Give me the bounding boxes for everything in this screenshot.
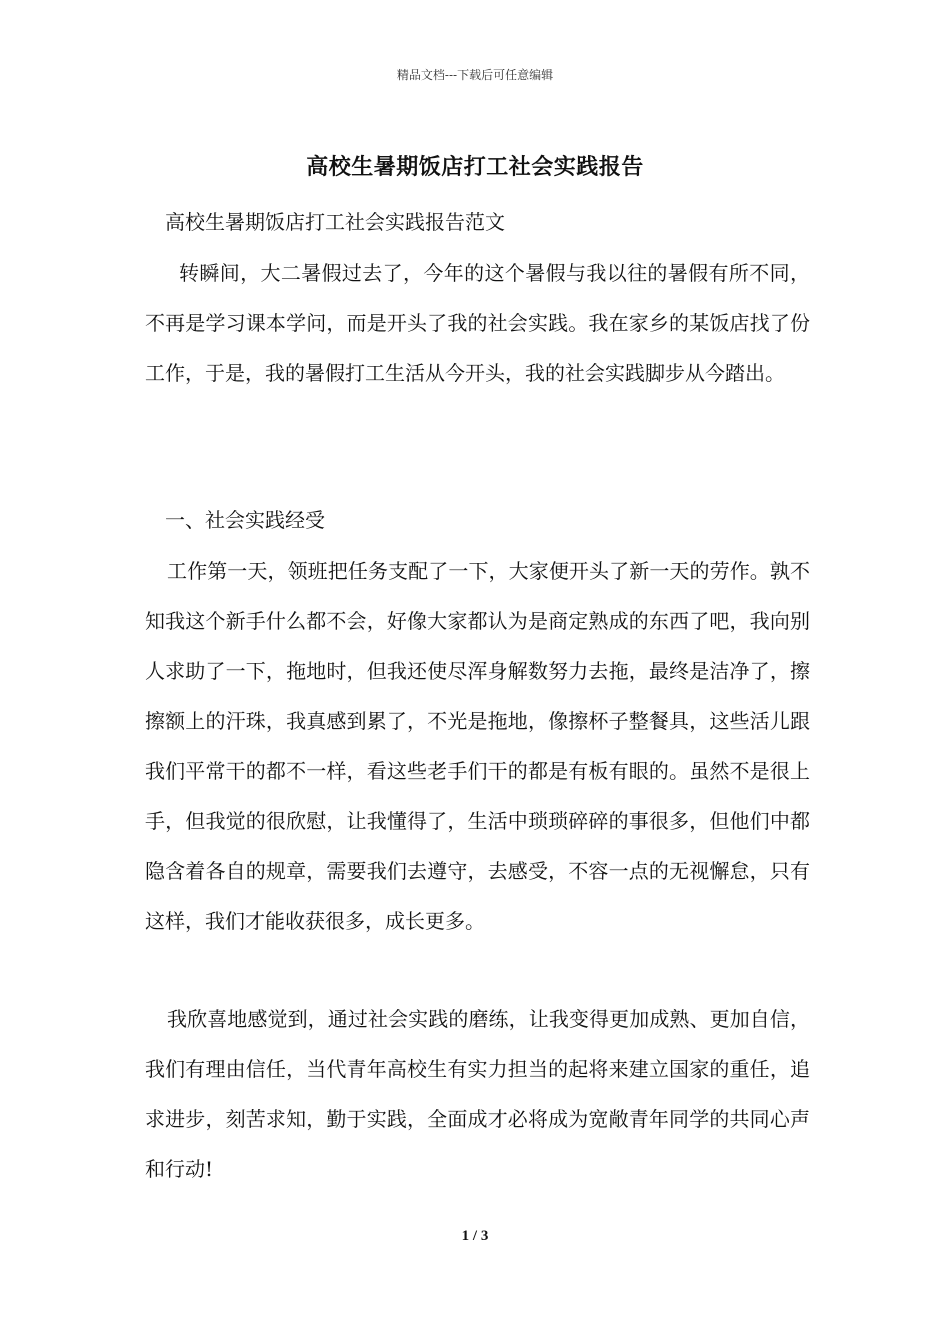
- paragraph-2-text: 工作第一天，领班把任务支配了一下，大家便开头了新一天的劳作。孰不知我这个新手什么都不会，好像大家都认为是商定熟成的东西了吧，我向别人求助了一下，拖地时，但我还使尽浑身解数努力去拖，最终是洁净了，擦擦额上的汗珠，我真感到累了，不光是拖地，像擦杯子整餐具，这些活儿跟我们平常干的都不一样，看这些老手们干的都是有板有眼的。虽然不是很上手，但我觉的很欣慰，让我懂得了，生活中琐琐碎碎的事很多，但他们中都隐含着各自的规章，需要我们去遵守，去感受，不容一点的无视懈怠，只有这样，我们才能收获很多，成长更多。: [145, 559, 810, 933]
- paragraph-3-container: [145, 994, 810, 1194]
- page-indicator: 1 / 3: [461, 1228, 489, 1244]
- paragraph-3: [145, 994, 810, 1194]
- paragraph-2-container: [145, 546, 810, 946]
- paragraph-1: [145, 248, 810, 398]
- document-subtitle: 高校生暑期饭店打工社会实践报告范文: [165, 210, 505, 234]
- paragraph-1-container: [145, 248, 810, 398]
- paragraph-2: [145, 546, 810, 946]
- header-note: 精品文档---下载后可任意编辑: [396, 68, 554, 82]
- paragraph-3-text: 我欣喜地感觉到，通过社会实践的磨练，让我变得更加成熟、更加自信，我们有理由信任，当代青年高校生有实力担当的起将来建立国家的重任，追求进步，刻苦求知，勤于实践，全面成才必将成为宽敞青年同学的共同心声和行动!: [145, 1007, 810, 1181]
- section-heading: 一、社会实践经受: [165, 508, 325, 532]
- paragraph-1-text: 转瞬间，大二暑假过去了，今年的这个暑假与我以往的暑假有所不同，不再是学习课本学问，而是开头了我的社会实践。我在家乡的某饭店找了份工作，于是，我的暑假打工生活从今开头，我的社会实践脚步从今踏出。: [145, 261, 810, 385]
- document-title: 高校生暑期饭店打工社会实践报告: [306, 154, 644, 180]
